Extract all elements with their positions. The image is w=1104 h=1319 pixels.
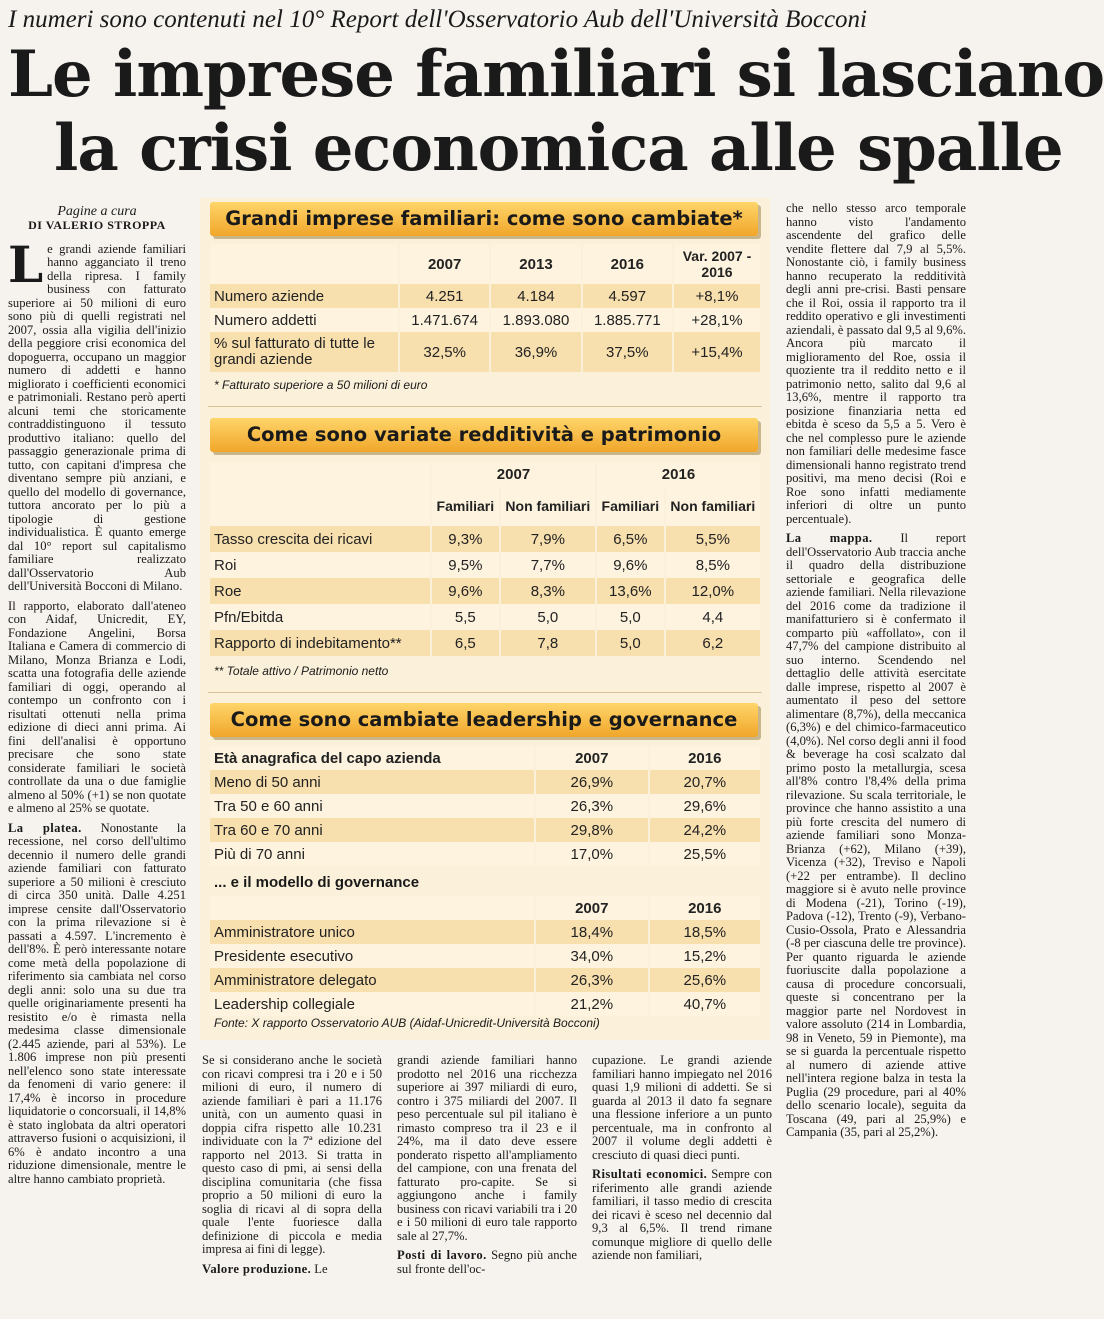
col1-p1-text: e grandi aziende familiari hanno agganciato il treno della ripresa. I family business con fatturato superiore ai 50 milioni di euro sono più di quelli registrati nel 2007, ossia alla vigilia dell'inizio della peggiore crisi economica del dopoguerra, occupano un maggior numero di addetti e hanno migliorato i coefficienti economici e patrimoniali. Restano però aperti alcuni temi che storicamente contraddistinguono il tessuto produttivo italiano: quello del passaggio generazionale prima di tutto, con capitani d'impresa che diventano sempre più anziani, e quello del modello di governance, tuttora ancorato per lo più a tipologie di gestione individualistica. È quanto emerge dal 10° report sul capitalismo familiare realizzato dall'Osservatorio Aub dell'Università Bocconi di Milano. [8,241,186,593]
box2-r2-c2: 8,3% [500,578,596,604]
box2-sub-blank [210,486,431,526]
box1-r0-c4: +8,1% [673,284,760,308]
colb3-p2-text: Sempre con riferimento alle grandi aziende familiari, il tasso medio di crescita dei ricavi è sceso nel decennio dal 9,3 al 6,5%. Il trend rimane comunque migliore di quello delle aziende non familiari, [592,1167,773,1262]
box3-gov-header-1: 2007 [535,896,649,920]
col1-p3-text: Nonostante la recessione, nel corso dell'ultimo decennio il numero delle grandi aziende familiari con fatturato superiore a 50 milioni è cresciuto di circa 350 unità. Dalle 4.251 imprese censite dall'Osservatorio con la prima rilevazione si è passati a 4.597. L'incremento è dell'8%. È però interessante notare come metà della popolazione di riferimento sia cambiata nel corso degli anni: solo una su due tra quelle originariamente presenti ha resistito e/o è rimasta nella medesima classe dimensionale (2.445 aziende, pari al 53%). Le 1.806 imprese non più presenti nell'elenco sono state interessate da fenomeni di vario genere: il 17,4% è incorso in procedure liquidatorie o concorsuali, il 14,8% è stato inglobata da altri operatori attraverso fusioni o acquisizioni, il 6% è andato incontro a una riduzione dimensionale, mentre le altre hanno cambiato proprietà. [8,820,187,1186]
box1-r1-label: Numero addetti [210,308,399,332]
box3-title: Come sono cambiate leadership e governance [210,703,758,737]
headline-line-1: Le imprese familiari si lasciano [8,37,1104,112]
box1-title: Grandi imprese familiari: come sono cambiate* [210,202,758,236]
col1-paragraph-3 [8,822,186,1187]
box1-r1-c1: 1.471.674 [399,308,490,332]
box3-age-table [210,746,760,866]
box2-table [210,462,760,656]
box2-r1-c3: 9,6% [596,552,665,578]
box3-gov-r1-c2: 15,2% [649,944,760,968]
box2-r3-c2: 5,0 [500,604,596,630]
box2-sub-3: Familiari [596,486,665,526]
runin-platea: La platea. [8,820,82,835]
box3-gov-header-2: 2016 [649,896,760,920]
box3-gov-header-0 [210,896,535,920]
runin-posti: Posti di lavoro. [397,1248,487,1262]
column-b1 [202,1054,382,1316]
box2-r2-label: Roe [210,578,431,604]
box2-sub-1: Familiari [431,486,500,526]
colb1-p2-text: Le [311,1261,328,1276]
box1-header-2: 2013 [490,244,581,284]
box1-r0-c2: 4.184 [490,284,581,308]
box2-r1-c4: 8,5% [665,552,760,578]
box2-r0-c3: 6,5% [596,526,665,552]
box3-age-r0-c2: 20,7% [649,770,760,794]
box1-r2-c4: +15,4% [673,332,760,372]
box3-age-r2-c2: 24,2% [649,818,760,842]
drop-cap: L [8,234,44,294]
box1-header-3: 2016 [582,244,673,284]
box1-header-0 [210,244,399,284]
box2-r2-c1: 9,6% [431,578,500,604]
box2-r0-label: Tasso crescita dei ricavi [210,526,431,552]
box3-gov-r2-label: Amministratore delegato [210,968,535,992]
byline-line-2: DI VALERIO STROPPA [28,218,166,232]
column-b3 [592,1054,772,1316]
box3-source: Fonte: X rapporto Osservatorio AUB (Aidaf-Unicredit-Università Bocconi) [214,1016,600,1030]
box2-r1-c2: 7,7% [500,552,596,578]
box2-r4-c2: 7,8 [500,630,596,656]
box2-r0-c1: 9,3% [431,526,500,552]
kicker: I numeri sono contenuti nel 10° Report dell'Osservatorio Aub dell'Università Bocconi [8,6,867,33]
box3-age-r1-c1: 26,3% [535,794,649,818]
headline [8,37,1104,186]
box1-r0-c1: 4.251 [399,284,490,308]
infobox [200,198,770,1040]
box3-age-r2-c1: 29,8% [535,818,649,842]
headline-line-2: la crisi economica alle spalle [54,111,1063,186]
box1-r0-c3: 4.597 [582,284,673,308]
box3-gov-title: ... e il modello di governance [214,874,420,891]
box2-r4-c4: 6,2 [665,630,760,656]
box2-note: ** Totale attivo / Patrimonio netto [214,664,389,678]
box2-r0-c2: 7,9% [500,526,596,552]
box2-title: Come sono variate redditività e patrimonio [210,418,758,452]
colb2-p2-text: Segno più anche sul fronte dell'oc- [397,1248,578,1276]
box3-age-r3-c1: 17,0% [535,842,649,866]
box1-r2-c3: 37,5% [582,332,673,372]
box1-r2-c2: 36,9% [490,332,581,372]
box3-age-r0-c1: 26,9% [535,770,649,794]
col4-paragraph-1: che nello stesso arco temporale hanno visto l'andamento ascendente del grafico delle vendite flettere dal 7,9 al 5,5%. Nonostante ciò, i family business hanno recuperato la redditività degli anni pre-crisi. Basti pensare che il Roi, ossia il rapporto tra il reddito operativo e gli investimenti aziendali, è passato dal 9,5 al 9,6%. Ancora più marcato il miglioramento del Roe, ossia il quoziente tra il reddito netto e il patrimonio netto, salito dal 9,6 al 13,6%, mentre il rapporto tra posizione finanziaria netta ed ebitda è sceso da 5,5 a 5. Vero è che nel complesso pure le aziende non familiari delle medesime fasce dimensionali hanno registrato trend positivi, ma meno decisi (Roi e Roe sono infatti mediamente inferiori di oltre un punto percentuale). [786,201,966,526]
box3-age-r2-label: Tra 60 e 70 anni [210,818,535,842]
box3-age-r0-label: Meno di 50 anni [210,770,535,794]
box3-gov-r1-c1: 34,0% [535,944,649,968]
col4-paragraph-2 [786,532,966,1140]
box3-gov-r2-c2: 25,6% [649,968,760,992]
box1-r0-label: Numero aziende [210,284,399,308]
box2-r4-label: Rapporto di indebitamento** [210,630,431,656]
colb3-paragraph-2 [592,1168,772,1263]
column-b2 [397,1054,577,1316]
box1-table [210,244,760,372]
box3-gov-r0-c2: 18,5% [649,920,760,944]
col1-paragraph-2: Il rapporto, elaborato dall'ateneo con Aidaf, Unicredit, EY, Fondazione Angelini, Borsa Italiana e Camera di commercio di Milano, Monza Brianza e Lodi, scatta una fotografia delle aziende familiari di oggi, operando al contempo un confronto con i risultati ottenuti nella prima edizione di dieci anni prima. Ai fini dell'analisi è opportuno precisare che sono state considerate familiari le società controllate da una o due famiglie almeno al 50% (+1) se non quotate e almeno al 25% se quotate. [8,598,186,815]
box3-gov-r1-label: Presidente esecutivo [210,944,535,968]
box2-r3-c4: 4,4 [665,604,760,630]
col1-paragraph-1 [8,234,186,594]
box2-r1-label: Roi [210,552,431,578]
colb1-paragraph-1: Se si considerano anche le società con ricavi compresi tra i 20 e i 50 milioni di euro, il numero di aziende familiari è pari a 11.176 unità, con un aumento quasi in doppia cifra rispetto alle 10.231 individuate con la 7ª edizione del rapporto nel 2013. Si tratta in questo caso di pmi, ai sensi della disciplina comunitaria (che fissa proprio a 50 milioni di euro la soglia di ricavi al di sopra della quale l'ente fuoriesce dalla definizione di piccola e media impresa ai fini di legge). [202,1053,382,1256]
column-4 [786,202,966,1316]
box1-r2-c1: 32,5% [399,332,490,372]
col4-p2-text: Il report dell'Osservatorio Aub traccia anche il quadro della distribuzione settoriale e geografica delle aziende familiari. Nella rilevazione del 2016 come da tradizione il manifatturiero si è confermato il comparto più «affollato», con il 47,7% del campione distribuito al suo interno. Scendendo nel dettaglio delle attività esercitate dalle imprese, rispetto al 2007 è aumentato il peso del settore alimentare (8,7%), della meccanica (6,3%) e del chimico-farmaceutico (4,0%). Nel corso degli anni il food & beverage ha così scalzato dal primo posto la metallurgia, scesa all'8% contro l'8,4% della prima rilevazione. Su scala territoriale, le province che hanno assistito a una più forte crescita del numero di aziende familiari sono Monza-Brianza (+62), Milano (+39), Vicenza (+32), Treviso e Napoli (+22 per entrambe). Il declino maggiore si è avuto nelle province di Modena (-21), Torino (-19), Padova (-12), Trento (-9), Verbano-Cusio-Ossola, Prato e Alessandria (-8 per ciascuna delle tre province). Per quanto riguarda le aziende fuoriuscite dalla popolazione a causa di procedure concorsuali, queste si concentrano per la maggior parte nel Nordovest in valore assoluto (214 in Lombardia, 98 in Veneto, 59 in Piemonte), ma se si guarda la percentuale rispetto al numero di aziende attive nell'intera regione balza in testa la Puglia (29 procedure, pari al 40% dello scenario locale), seguita da Toscana (49, pari al 25,9%) e Campania (35, pari al 25,2%). [786,531,966,1139]
box3-gov-r2-c1: 26,3% [535,968,649,992]
box3-age-header-0: Età anagrafica del capo azienda [210,746,535,770]
box1-r1-c4: +28,1% [673,308,760,332]
box3-age-header-2: 2016 [649,746,760,770]
box3-age-r3-c2: 25,5% [649,842,760,866]
box2-year-2016: 2016 [596,462,760,486]
box3-gov-r3-c2: 40,7% [649,992,760,1016]
box2-r4-c1: 6,5 [431,630,500,656]
box2-sub-2: Non familiari [500,486,596,526]
box2-r3-label: Pfn/Ebitda [210,604,431,630]
box3-gov-r0-label: Amministratore unico [210,920,535,944]
box2-r3-c3: 5,0 [596,604,665,630]
box2-r3-c1: 5,5 [431,604,500,630]
box3-age-r3-label: Più di 70 anni [210,842,535,866]
runin-mappa: La mappa. [786,531,873,545]
separator-2 [208,692,762,693]
runin-valore: Valore produzione. [202,1261,312,1276]
box1-header-1: 2007 [399,244,490,284]
byline [8,204,186,233]
box1-r1-c2: 1.893.080 [490,308,581,332]
box2-r2-c3: 13,6% [596,578,665,604]
colb2-paragraph-2 [397,1249,577,1276]
box3-age-header-1: 2007 [535,746,649,770]
box1-header-4: Var. 2007 - 2016 [673,244,760,284]
box1-r2-label: % sul fatturato di tutte le grandi aziende [210,332,399,372]
box2-r2-c4: 12,0% [665,578,760,604]
box2-r4-c3: 5,0 [596,630,665,656]
box3-gov-table [210,896,760,1016]
box2-year-blank [210,462,431,486]
box3-gov-r0-c1: 18,4% [535,920,649,944]
runin-risultati: Risultati economici. [592,1167,708,1181]
box3-gov-r3-label: Leadership collegiale [210,992,535,1016]
box1-note: * Fatturato superiore a 50 milioni di euro [214,378,428,392]
box3-gov-r3-c1: 21,2% [535,992,649,1016]
box3-age-r1-c2: 29,6% [649,794,760,818]
box2-sub-4: Non familiari [665,486,760,526]
colb3-paragraph-1: cupazione. Le grandi aziende familiari hanno impiegato nel 2016 quasi 1,9 milioni di addetti. Se si guarda al 2013 il dato fa segnare una flessione inferiore a un punto percentuale, ma in confronto al 2007 il volume degli addetti è cresciuto di quasi dieci punti. [592,1053,772,1162]
box2-r1-c1: 9,5% [431,552,500,578]
box2-year-2007: 2007 [431,462,596,486]
colb1-paragraph-2 [202,1263,382,1277]
box3-age-r1-label: Tra 50 e 60 anni [210,794,535,818]
separator-1 [208,406,762,407]
box1-r1-c3: 1.885.771 [582,308,673,332]
colb2-paragraph-1: grandi aziende familiari hanno prodotto nel 2016 una ricchezza superiore ai 397 miliardi di euro, contro i 375 miliardi del 2007. Il peso percentuale sul pil italiano è rimasto compreso tra il 23 e il 24%, ma il dato deve essere ponderato rispetto all'ampliamento del campione, con una frenata del fatturato pro-capite. Se si aggiungono anche i family business con ricavi variabili tra i 20 e i 50 milioni di euro tale rapporto sale al 27,7%. [397,1053,577,1243]
box2-r0-c4: 5,5% [665,526,760,552]
byline-line-1: Pagine a cura [57,204,137,219]
column-1 [8,204,186,1316]
